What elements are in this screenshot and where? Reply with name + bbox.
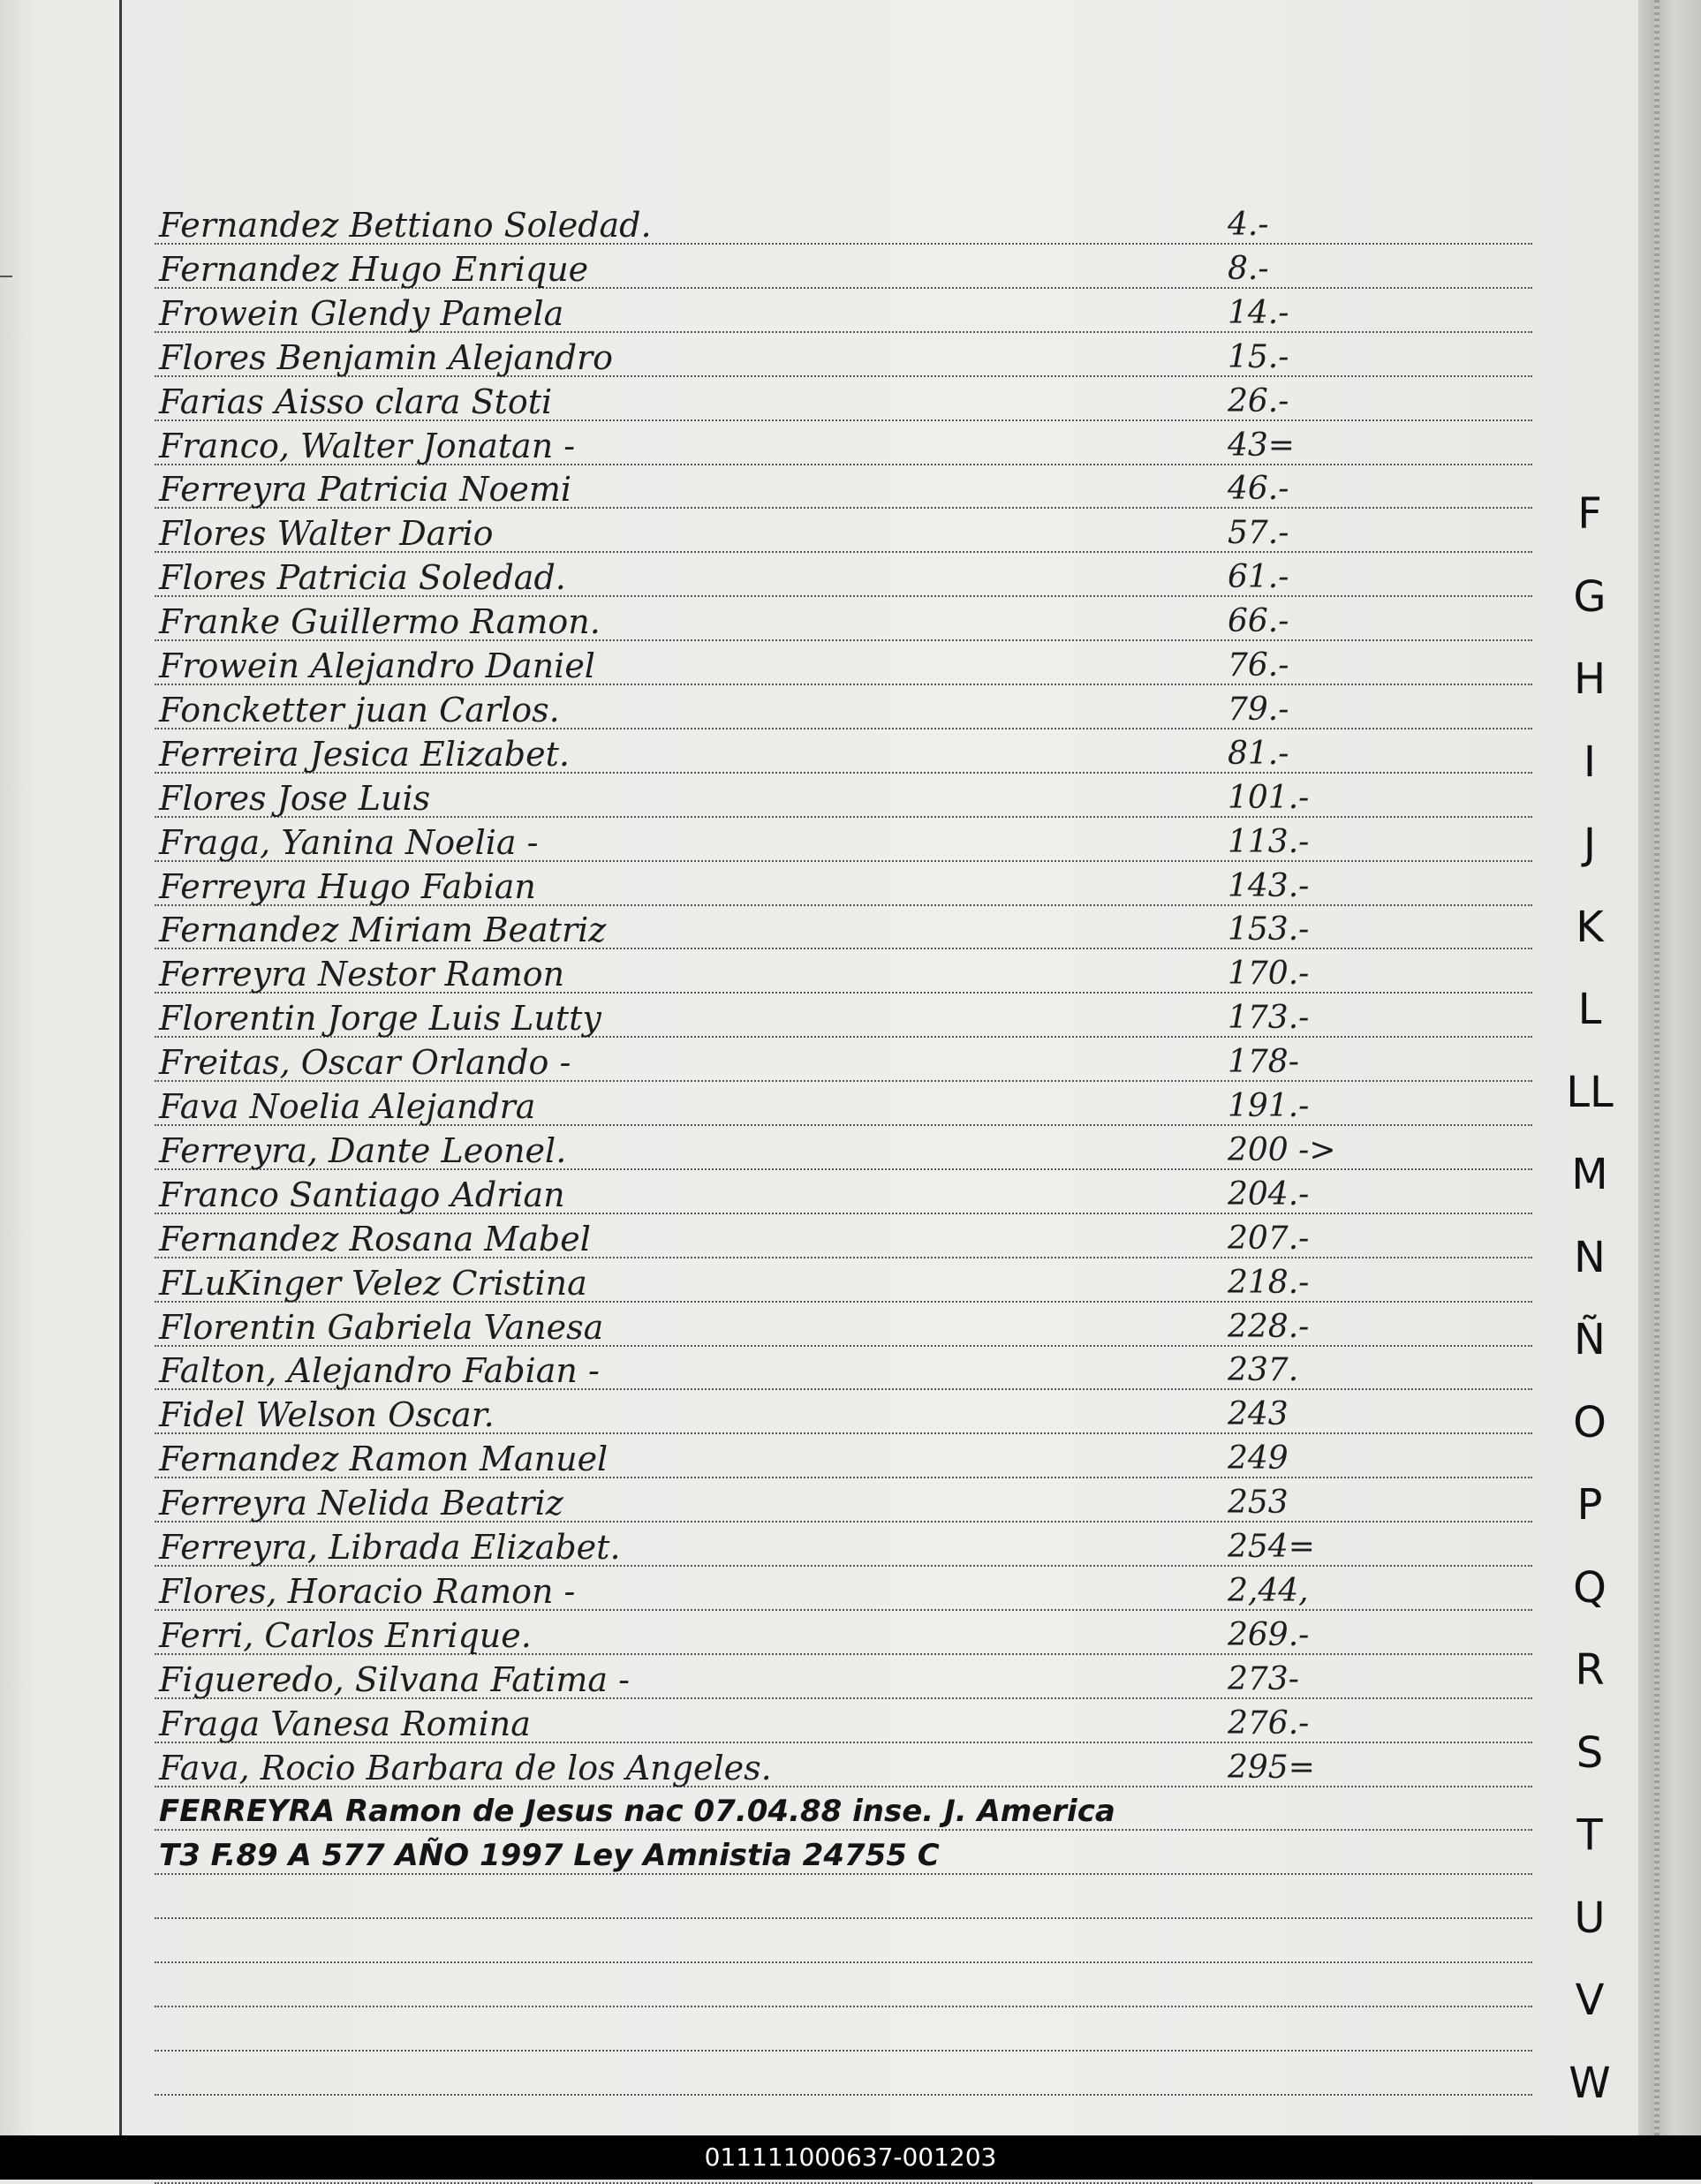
entry-number: 228.-: [1228, 1309, 1310, 1345]
entry-number: 276.-: [1228, 1705, 1310, 1742]
entry-number: 101.-: [1228, 780, 1310, 816]
entry-name: Ferreyra Patricia Noemi: [159, 470, 572, 509]
entry-number: 254=: [1228, 1529, 1315, 1565]
ruled-line: [155, 1917, 1532, 1919]
index-tab-letter[interactable]: N: [1574, 1233, 1606, 1282]
entry-number: 61.-: [1228, 559, 1289, 595]
ruled-line: [155, 2050, 1532, 2052]
entry-name: Fraga Vanesa Romina: [159, 1704, 531, 1743]
entry-number: 249: [1228, 1440, 1289, 1477]
index-tab-letter[interactable]: S: [1576, 1728, 1604, 1778]
entry-number: 26.-: [1228, 383, 1289, 419]
entry-number: 269.-: [1228, 1617, 1310, 1653]
index-tab-letter[interactable]: U: [1574, 1893, 1606, 1943]
entry-number: 204.-: [1228, 1176, 1310, 1213]
index-tab-letter[interactable]: I: [1583, 737, 1597, 787]
index-tab-letter[interactable]: G: [1573, 572, 1606, 622]
note-line: T3 F.89 A 577 AÑO 1997 Ley Amnistia 24755 C: [159, 1838, 940, 1873]
entry-name: Falton, Alejandro Fabian -: [159, 1351, 600, 1390]
entry-number: 143.-: [1228, 868, 1310, 904]
index-tab-letter[interactable]: M: [1571, 1150, 1608, 1199]
entry-name: Fernandez Ramon Manuel: [159, 1440, 609, 1478]
entry-name: Ferreyra Hugo Fabian: [159, 867, 536, 906]
entry-name: Flores Benjamin Alejandro: [159, 338, 614, 377]
entry-number: 57.-: [1228, 515, 1289, 551]
entry-number: 243: [1228, 1396, 1289, 1432]
entry-number: 191.-: [1228, 1088, 1310, 1124]
entry-name: Ferreira Jesica Elizabet.: [159, 735, 570, 774]
entry-number: 153.-: [1228, 911, 1310, 948]
entry-number: 2,44,: [1228, 1573, 1309, 1609]
footer-id: 011111000637-001203: [0, 2135, 1701, 2180]
entry-number: 200 ->: [1228, 1132, 1336, 1168]
index-tab-letter[interactable]: Ñ: [1574, 1315, 1606, 1364]
entry-number: 237.: [1228, 1352, 1299, 1388]
entry-number: 170.-: [1228, 956, 1310, 992]
entry-name: Fava, Rocio Barbara de los Angeles.: [159, 1749, 772, 1787]
entry-number: 14.-: [1228, 295, 1289, 331]
entry-name: Ferreyra Nestor Ramon: [159, 955, 565, 994]
index-tab-letter[interactable]: F: [1577, 489, 1602, 539]
ruled-line: [155, 1961, 1532, 1963]
entry-name: Flores, Horacio Ramon -: [159, 1572, 576, 1611]
index-tab-letter[interactable]: L: [1577, 985, 1602, 1034]
ruled-line: [155, 2094, 1532, 2096]
entry-name: Franco Santiago Adrian: [159, 1175, 565, 1214]
entry-number: 46.-: [1228, 471, 1289, 507]
entry-name: Figueredo, Silvana Fatima -: [159, 1660, 630, 1699]
entry-name: Ferreyra Nelida Beatriz: [159, 1484, 563, 1523]
entry-name: Fava Noelia Alejandra: [159, 1087, 536, 1126]
entry-number: 178-: [1228, 1044, 1299, 1080]
entry-name: Fidel Welson Oscar.: [159, 1395, 495, 1434]
index-tab-letter[interactable]: O: [1573, 1398, 1606, 1447]
entry-name: Flores Jose Luis: [159, 779, 431, 818]
entry-name: Ferri, Carlos Enrique.: [159, 1616, 532, 1655]
entry-number: 79.-: [1228, 691, 1289, 728]
entry-name: Franke Guillermo Ramon.: [159, 602, 601, 641]
entry-name: Fernandez Bettiano Soledad.: [159, 206, 652, 245]
entry-number: 66.-: [1228, 603, 1289, 639]
entry-name: Franco, Walter Jonatan -: [159, 427, 576, 465]
entry-name: Ferreyra, Librada Elizabet.: [159, 1528, 621, 1567]
entry-number: 207.-: [1228, 1220, 1310, 1257]
entry-number: 113.-: [1228, 824, 1310, 860]
index-tab-letter[interactable]: K: [1576, 903, 1604, 952]
note-line: FERREYRA Ramon de Jesus nac 07.04.88 inse. J. America: [159, 1794, 1115, 1829]
entry-number: 173.-: [1228, 1000, 1310, 1036]
entry-name: Fernandez Miriam Beatriz: [159, 911, 607, 949]
index-tab-letter[interactable]: LL: [1566, 1068, 1614, 1117]
index-tab-edge: [1638, 0, 1701, 2135]
entry-number: 273-: [1228, 1661, 1299, 1697]
entry-number: 295=: [1228, 1749, 1315, 1786]
entry-number: 43=: [1228, 427, 1295, 464]
entry-name: Florentin Gabriela Vanesa: [159, 1308, 604, 1347]
index-tab-letter[interactable]: H: [1573, 654, 1606, 704]
entry-name: Foncketter juan Carlos.: [159, 691, 560, 729]
entry-name: Fernandez Rosana Mabel: [159, 1220, 591, 1258]
entry-name: Freitas, Oscar Orlando -: [159, 1043, 571, 1082]
entry-number: 15.-: [1228, 339, 1289, 375]
entry-number: 4.-: [1228, 207, 1269, 243]
index-tab-letter[interactable]: J: [1583, 820, 1597, 869]
ruled-line: [155, 2006, 1532, 2007]
index-tab-letter[interactable]: Q: [1573, 1563, 1606, 1613]
entry-number: 81.-: [1228, 736, 1289, 772]
entry-name: Florentin Jorge Luis Lutty: [159, 999, 601, 1038]
entry-name: Farias Aisso clara Stoti: [159, 382, 553, 421]
entry-name: Ferreyra, Dante Leonel.: [159, 1131, 567, 1170]
entry-number: 76.-: [1228, 647, 1289, 684]
entry-name: Frowein Alejandro Daniel: [159, 646, 595, 685]
index-tab-letter[interactable]: R: [1575, 1645, 1605, 1695]
margin-line: [119, 0, 122, 2135]
margin-tick: [0, 276, 12, 277]
entry-number: 218.-: [1228, 1265, 1310, 1301]
index-tab-letter[interactable]: P: [1576, 1480, 1603, 1530]
index-tab-letter[interactable]: V: [1575, 1976, 1605, 2025]
entry-name: Fraga, Yanina Noelia -: [159, 823, 539, 862]
index-tab-letter[interactable]: W: [1569, 2059, 1611, 2108]
entry-name: Frowein Glendy Pamela: [159, 294, 564, 333]
entry-number: 8.-: [1228, 251, 1269, 287]
entry-name: Flores Patricia Soledad.: [159, 558, 566, 597]
entry-name: FLuKinger Velez Cristina: [159, 1264, 587, 1303]
entry-name: Flores Walter Dario: [159, 514, 494, 553]
entry-name: Fernandez Hugo Enrique: [159, 250, 589, 289]
entry-number: 253: [1228, 1485, 1289, 1521]
index-tab-letter[interactable]: T: [1576, 1810, 1603, 1860]
